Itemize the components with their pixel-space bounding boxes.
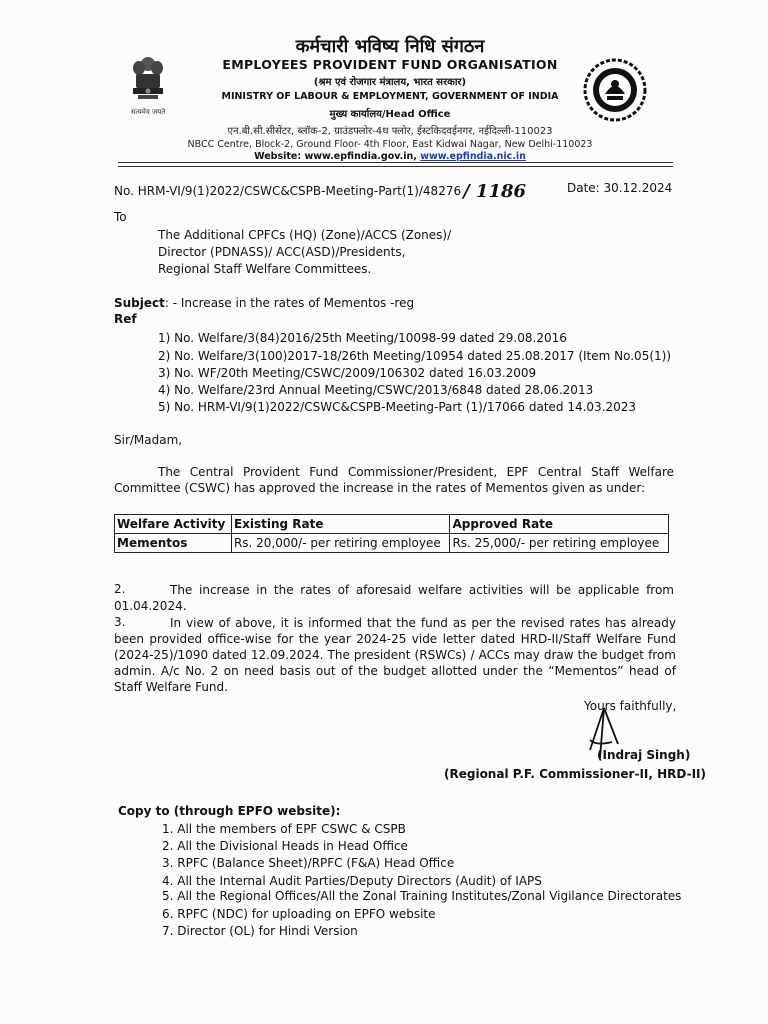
ministry-english: MINISTRY OF LABOUR & EMPLOYMENT, GOVERNMENT OF INDIA [221, 91, 559, 102]
table-header-cell: Existing Rate [231, 515, 450, 534]
table-cell: Mementos [115, 534, 232, 553]
copy-to-item: 4. All the Internal Audit Parties/Deputy Directors (Audit) of IAPS [162, 874, 542, 888]
para3-number: 3. [114, 615, 126, 629]
copy-to-item: 3. RPFC (Balance Sheet)/RPFC (F&A) Head Office [162, 856, 455, 870]
header-divider-top [118, 162, 673, 163]
ref-label: Ref [114, 312, 137, 326]
subject-line [114, 296, 414, 310]
table-cell: Rs. 25,000/- per retiring employee [450, 534, 669, 553]
website-link[interactable]: www.epfindia.nic.in [420, 151, 526, 162]
website-line [150, 151, 630, 162]
handwritten-dispatch-number: / 1186 [463, 181, 527, 202]
para2-number: 2. [114, 582, 126, 596]
table-header-cell: Welfare Activity [115, 515, 232, 534]
org-name-english: EMPLOYEES PROVIDENT FUND ORGANISATION [222, 57, 558, 72]
signatory-designation: (Regional P.F. Commissioner-II, HRD-II) [444, 767, 706, 781]
addressee-line: The Additional CPFCs (HQ) (Zone)/ACCS (Zones)/ [158, 228, 452, 242]
address-english: NBCC Centre, Block-2, Ground Floor- 4th Floor, East Kidwai Nagar, New Delhi-110023 [187, 139, 593, 150]
copy-to-item: 5. All the Regional Offices/All the Zonal Training Institutes/Zonal Vigilance Directorates [162, 889, 682, 903]
reference-item: 4) No. Welfare/23rd Annual Meeting/CSWC/2013/6848 dated 28.06.2013 [158, 383, 594, 397]
reference-item: 1) No. Welfare/3(84)2016/25th Meeting/10098-99 dated 29.08.2016 [158, 331, 567, 345]
addressee-line: Regional Staff Welfare Committees. [158, 262, 372, 276]
closing: Yours faithfully, [584, 699, 677, 713]
reference-item: 2) No. Welfare/3(100)2017-18/26th Meeting/10954 dated 25.08.2017 (Item No.05(1)) [158, 349, 672, 363]
copy-to-item: 6. RPFC (NDC) for uploading on EPFO website [162, 907, 436, 921]
para2-text: The increase in the rates of aforesaid welfare activities will be applicable from 01.04.2024. [114, 583, 674, 613]
copy-to-item: 1. All the members of EPF CSWC & CSPB [162, 822, 406, 836]
table-cell: Rs. 20,000/- per retiring employee [231, 534, 450, 553]
table-header-cell: Approved Rate [450, 515, 669, 534]
head-office-label: मुख्य कार्यालय/Head Office [329, 109, 451, 120]
reference-item: 5) No. HRM-VI/9(1)2022/CSWC&CSPB-Meeting-Part (1)/17066 dated 14.03.2023 [158, 400, 637, 414]
subject-text: : - Increase in the rates of Mementos -reg [164, 296, 415, 310]
reference-item: 3) No. WF/20th Meeting/CSWC/2009/106302 dated 16.03.2009 [158, 366, 537, 380]
table-header-row [115, 515, 669, 534]
letter-date: Date: 30.12.2024 [567, 181, 673, 195]
emblem-caption: सत्यमेव जयते [130, 108, 166, 116]
website-label: Website: www.epfindia.gov.in, [254, 151, 417, 162]
copy-to-heading: Copy to (through EPFO website): [118, 804, 341, 818]
signatory-name: (Indraj Singh) [597, 748, 691, 762]
header-divider-bottom [118, 166, 673, 167]
para3-text: In view of above, it is informed that the fund as per the revised rates has already been provided office-wise for the year 2024-25 vide letter dated HRD-II/Staff Welfare Fund (2024-25)/1090 dated 12.09.2024. The president (RSWCs) / ACCs may draw the budget from admin. A/c No. 2 on need basis out of the budget allotted under the “Mementos” head of Staff Welfare Fund. [114, 616, 676, 694]
salutation: Sir/Madam, [114, 433, 183, 447]
copy-to-item: 2. All the Divisional Heads in Head Office [162, 839, 408, 853]
ministry-hindi: (श्रम एवं रोजगार मंत्रालय, भारत सरकार) [313, 77, 467, 88]
table-row [115, 534, 669, 553]
org-name-hindi: कर्मचारी भविष्य निधि संगठन [295, 36, 485, 57]
to-label: To [114, 210, 127, 224]
copy-to-item: 7. Director (OL) for Hindi Version [162, 924, 358, 938]
addressee-line: Director (PDNASS)/ ACC(ASD)/Presidents, [158, 245, 406, 259]
subject-label: Subject [114, 296, 165, 310]
reference-number [114, 181, 526, 202]
address-hindi: एन.बी.सी.सीसेंटर, ब्लॉक-2, ग्राउंडफ्लोर-4थ फ्लोर, ईस्टकिदवईनगर, नईदिल्ली-110023 [227, 126, 553, 137]
rates-table [114, 514, 669, 553]
reference-number-text: No. HRM-VI/9(1)2022/CSWC&CSPB-Meeting-Part(1)/48276 [114, 184, 462, 198]
intro-paragraph: The Central Provident Fund Commissioner/President, EPF Central Staff Welfare Committee (CSWC) has approved the increase in the rates of Mementos given as under: [114, 465, 674, 495]
